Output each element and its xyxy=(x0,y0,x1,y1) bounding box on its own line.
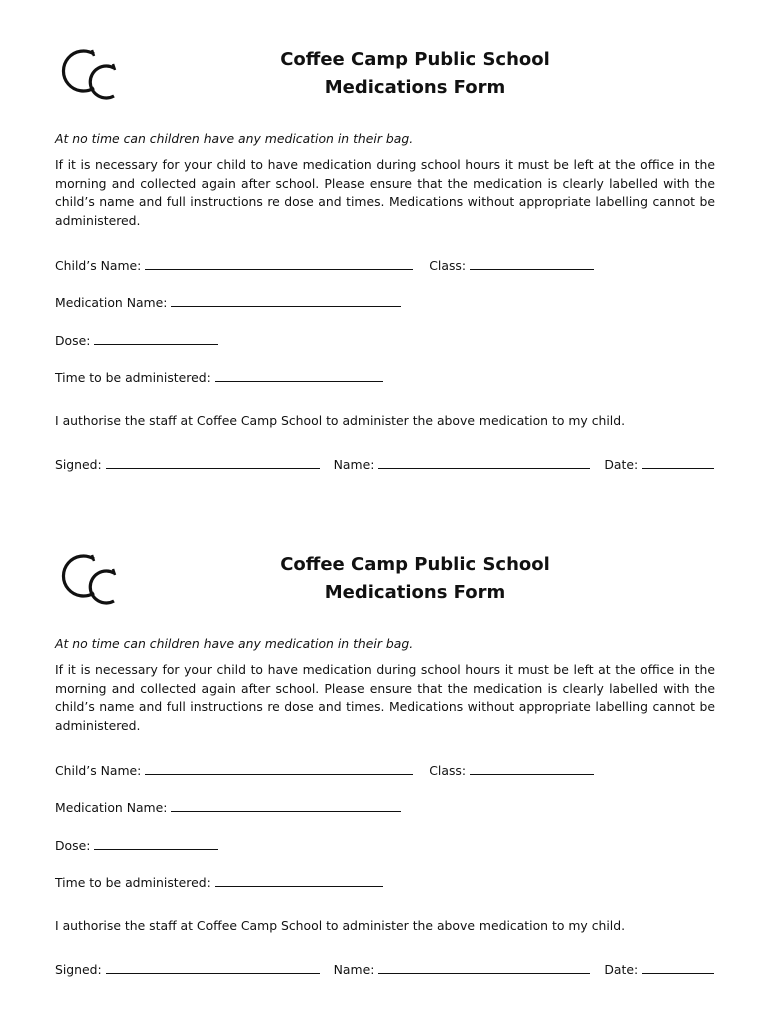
warning-note: At no time can children have any medication in their bag. xyxy=(55,131,414,146)
dose-label: Dose: xyxy=(55,333,91,348)
authorisation-statement: I authorise the staff at Coffee Camp School to administer the above medication to my child. xyxy=(55,918,626,933)
child-name-label: Child’s Name: xyxy=(55,763,142,778)
instructions-paragraph: If it is necessary for your child to have medication during school hours it must be left at the office in the morning and collected again after school. Please ensure that the medication is clearly labelled with the child’s name and full instructions re dose and times. Medications without appropriate labelling cannot be administered. xyxy=(55,662,715,733)
cc-monogram-icon xyxy=(58,545,122,609)
name-label: Name: xyxy=(333,962,375,977)
class-label: Class: xyxy=(429,763,467,778)
class-field[interactable] xyxy=(470,257,594,270)
signed-label: Signed: xyxy=(55,962,102,977)
date-field[interactable] xyxy=(642,961,714,974)
time-field[interactable] xyxy=(215,369,383,382)
child-name-row xyxy=(55,762,594,778)
medication-name-field[interactable] xyxy=(171,294,401,307)
warning-note: At no time can children have any medication in their bag. xyxy=(55,636,414,651)
name-field[interactable] xyxy=(378,456,590,469)
time-field[interactable] xyxy=(215,874,383,887)
school-name: Coffee Camp Public School xyxy=(280,49,550,70)
medication-name-row xyxy=(55,799,401,815)
school-logo xyxy=(58,40,122,104)
medication-name-field[interactable] xyxy=(171,799,401,812)
time-label: Time to be administered: xyxy=(55,875,211,890)
date-label: Date: xyxy=(604,962,639,977)
form-title: Medications Form xyxy=(324,582,506,603)
child-name-label: Child’s Name: xyxy=(55,258,142,273)
time-row xyxy=(55,874,383,890)
medication-form-bottom xyxy=(0,505,770,1010)
cc-monogram-icon xyxy=(58,40,122,104)
name-field[interactable] xyxy=(378,961,590,974)
signature-row xyxy=(55,456,714,472)
signature-field[interactable] xyxy=(106,961,320,974)
child-name-row xyxy=(55,257,594,273)
instructions-paragraph: If it is necessary for your child to have medication during school hours it must be left at the office in the morning and collected again after school. Please ensure that the medication is clearly labelled with the child’s name and full instructions re dose and times. Medications without appropriate labelling cannot be administered. xyxy=(55,157,715,228)
class-label: Class: xyxy=(429,258,467,273)
authorisation-statement: I authorise the staff at Coffee Camp School to administer the above medication to my child. xyxy=(55,413,626,428)
child-name-field[interactable] xyxy=(145,257,413,270)
name-label: Name: xyxy=(333,457,375,472)
school-name: Coffee Camp Public School xyxy=(280,554,550,575)
signature-field[interactable] xyxy=(106,456,320,469)
dose-row xyxy=(55,332,218,348)
dose-field[interactable] xyxy=(94,837,218,850)
time-row xyxy=(55,369,383,385)
time-label: Time to be administered: xyxy=(55,370,211,385)
dose-label: Dose: xyxy=(55,838,91,853)
form-title: Medications Form xyxy=(324,77,506,98)
school-logo xyxy=(58,545,122,609)
class-field[interactable] xyxy=(470,762,594,775)
signed-label: Signed: xyxy=(55,457,102,472)
child-name-field[interactable] xyxy=(145,762,413,775)
date-field[interactable] xyxy=(642,456,714,469)
medication-form-top xyxy=(0,0,770,505)
medication-name-label: Medication Name: xyxy=(55,295,168,310)
medication-name-row xyxy=(55,294,401,310)
signature-row xyxy=(55,961,714,977)
dose-row xyxy=(55,837,218,853)
dose-field[interactable] xyxy=(94,332,218,345)
date-label: Date: xyxy=(604,457,639,472)
medication-name-label: Medication Name: xyxy=(55,800,168,815)
